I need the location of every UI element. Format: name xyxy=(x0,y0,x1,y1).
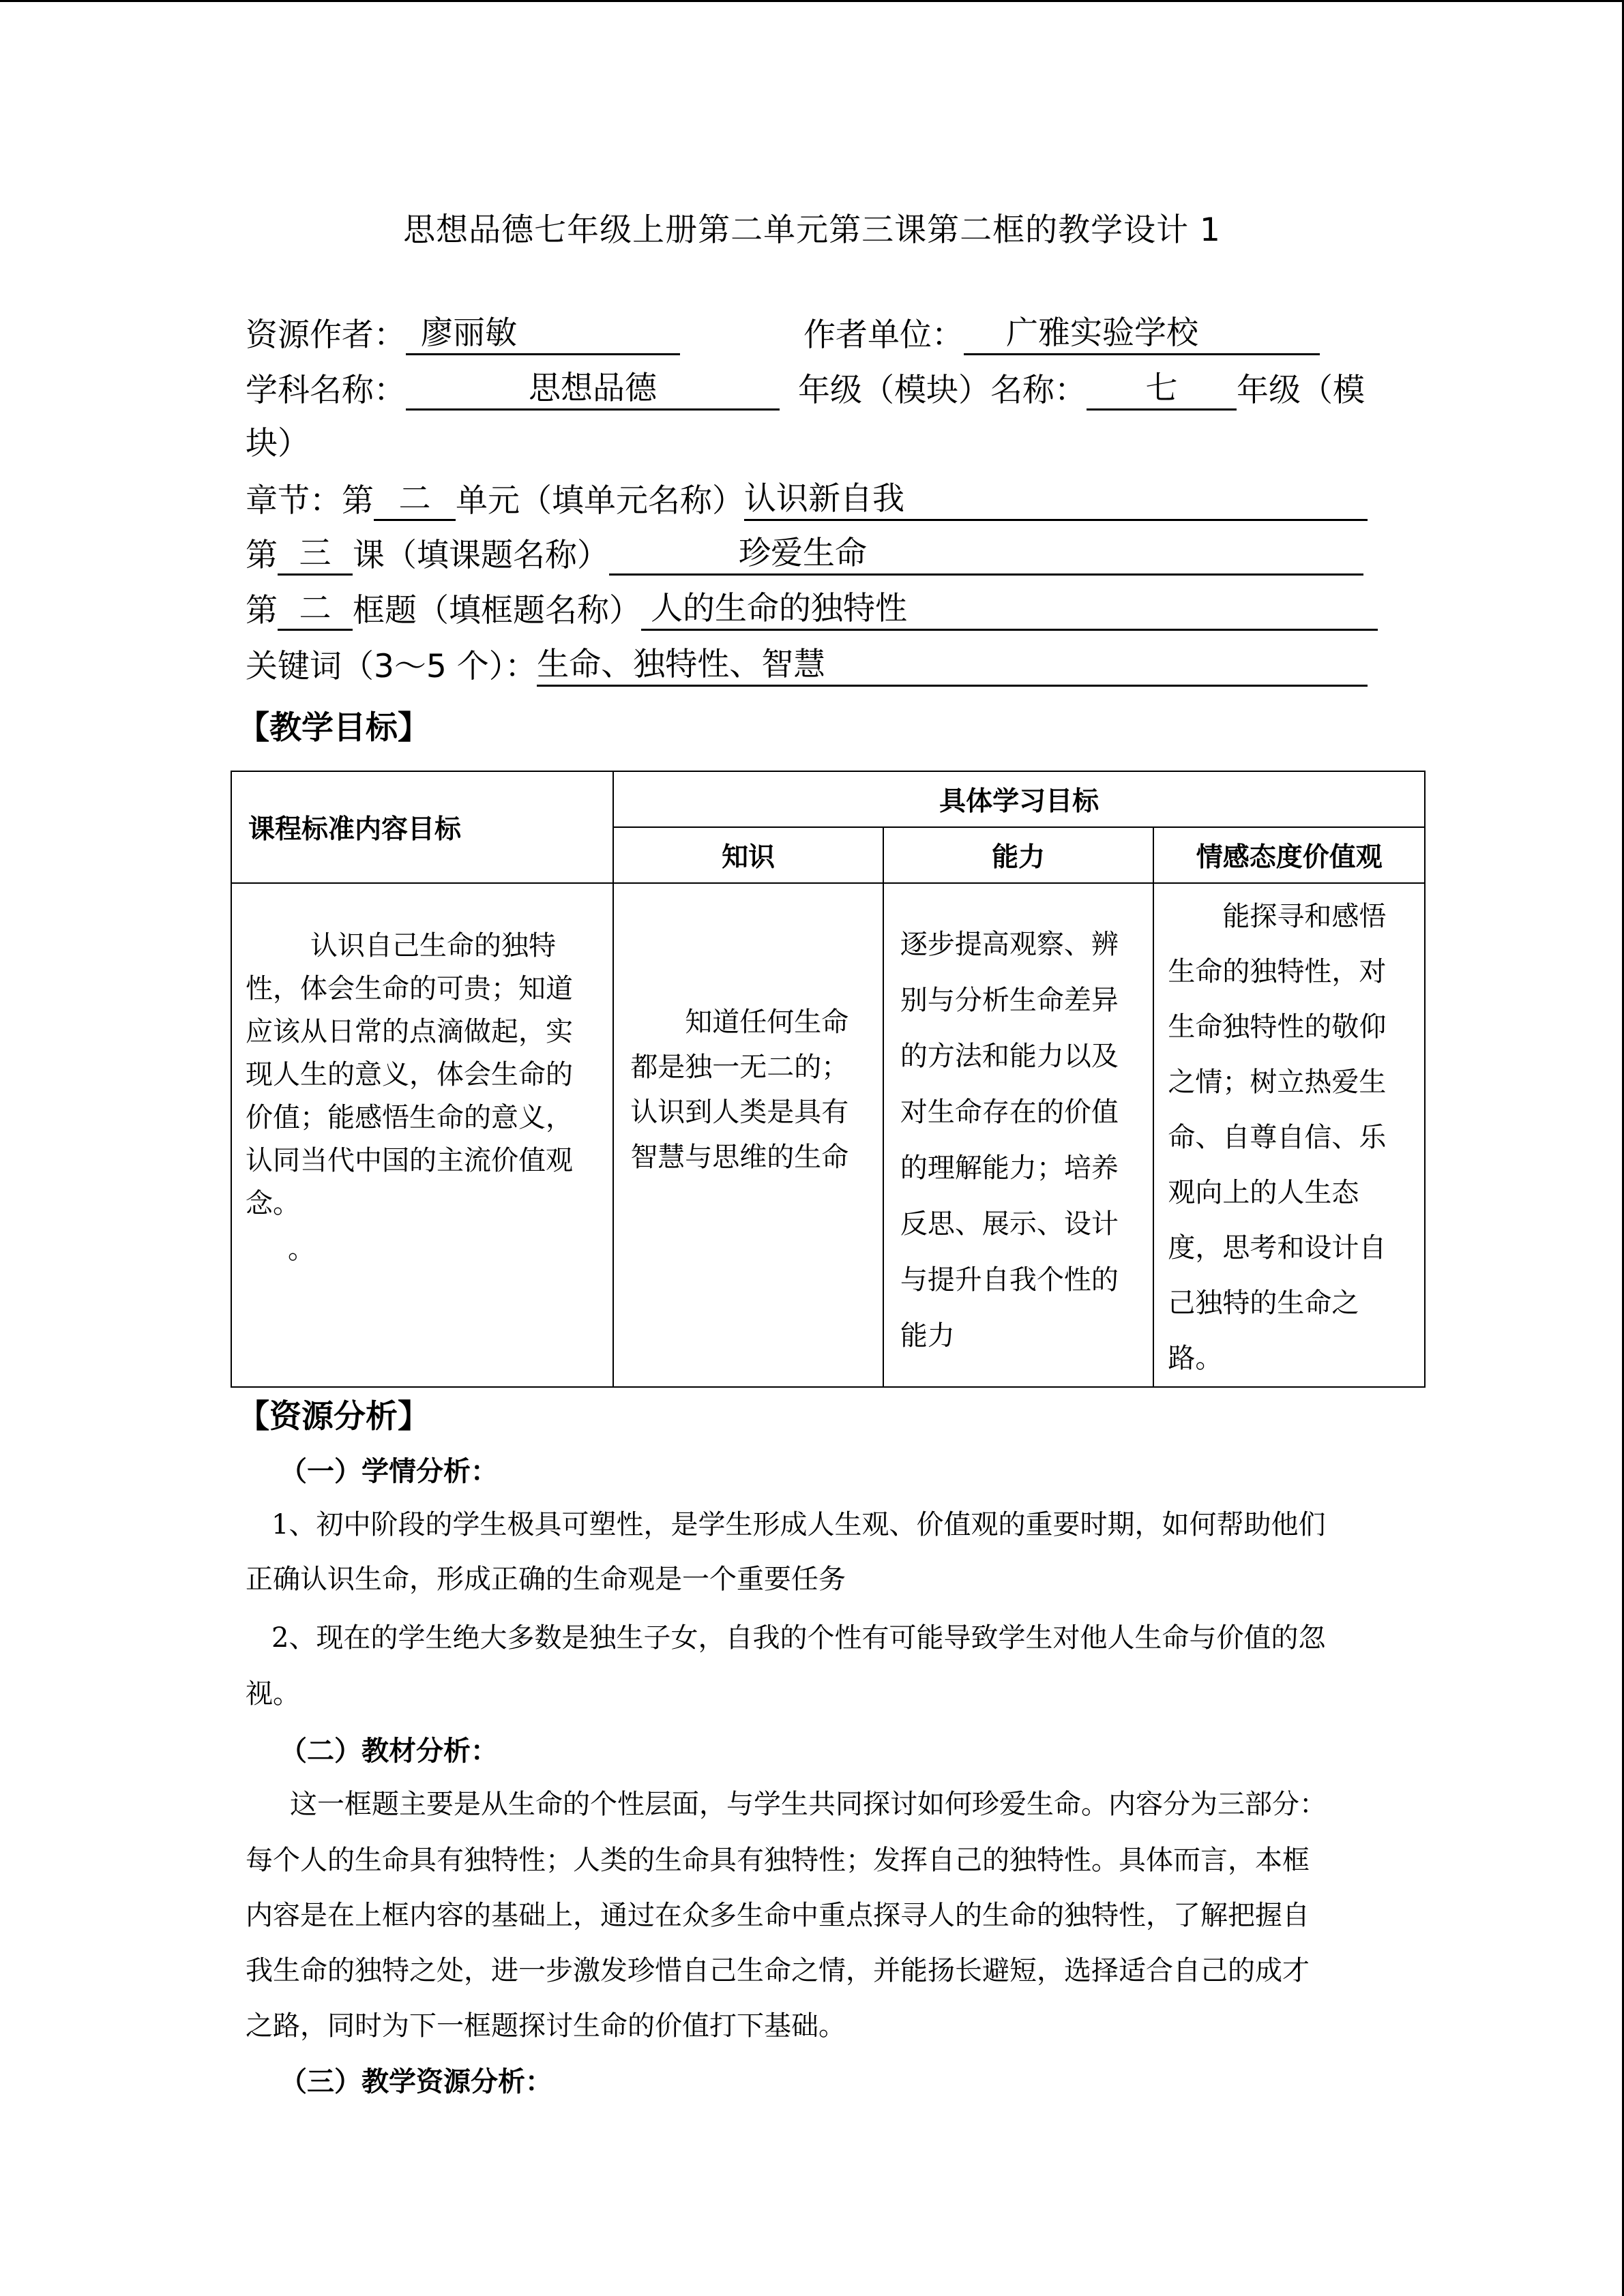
standard-line: 认同当代中国的主流价值观 xyxy=(246,1145,573,1176)
knowledge-line: 认识到人类是具有 xyxy=(630,1097,849,1128)
col-standard-header: 课程标准内容目标 xyxy=(231,771,613,883)
chapter-name: 认识新自我 xyxy=(744,481,1368,521)
standard-line: 应该从日常的点滴做起，实 xyxy=(246,1016,573,1047)
standard-line: 性，体会生命的可贵；知道 xyxy=(246,973,573,1004)
ability-line: 能力 xyxy=(900,1320,955,1352)
author-line xyxy=(246,315,680,356)
subject-label: 学科名称： xyxy=(246,372,406,409)
ability-line: 别与分析生命差异 xyxy=(900,985,1119,1016)
author-label: 资源作者： xyxy=(246,316,406,354)
emotion-line: 度，思考和设计自 xyxy=(1168,1232,1387,1264)
lesson-name-wrap xyxy=(609,535,1363,576)
col-specific-header: 具体学习目标 xyxy=(613,771,1425,827)
ability-line: 逐步提高观察、辨 xyxy=(900,929,1119,960)
ability-line: 的理解能力；培养 xyxy=(900,1152,1119,1184)
emotion-line: 生命的独特性，对 xyxy=(1168,956,1387,987)
unit-line xyxy=(803,315,1320,356)
textbook-analysis-title: （二）教材分析： xyxy=(280,1735,498,1767)
learner-analysis-line: 2、现在的学生绝大多数是独生子女，自我的个性有可能导致学生对他人生命与价值的忽 xyxy=(271,1622,1326,1654)
chapter-prefix: 章节：第 xyxy=(246,482,374,520)
lesson-name: 珍爱生命 xyxy=(739,535,867,572)
page-border-top xyxy=(0,0,1624,2)
learner-analysis-title: （一）学情分析： xyxy=(280,1456,498,1487)
learner-analysis-line: 正确认识生命，形成正确的生命观是一个重要任务 xyxy=(246,1564,846,1595)
textbook-analysis-line: 我生命的独特之处，进一步激发珍惜自己生命之情，并能扬长避短，选择适合自己的成才 xyxy=(246,1955,1310,1986)
chapter-line xyxy=(246,481,1368,522)
textbook-analysis-line: 每个人的生命具有独特性；人类的生命具有独特性；发挥自己的独特性。具体而言，本框 xyxy=(246,1845,1310,1876)
lesson-number: 三 xyxy=(278,535,353,576)
knowledge-cell xyxy=(613,883,883,1387)
goals-heading: 【教学目标】 xyxy=(237,709,430,747)
standard-line: 价值；能感悟生命的意义， xyxy=(246,1102,573,1133)
grade-label: 年级（模块）名称： xyxy=(798,372,1087,409)
frame-line xyxy=(246,591,1378,631)
unit-value: 广雅实验学校 xyxy=(964,315,1320,355)
frame-number: 二 xyxy=(278,591,353,631)
emotion-line: 命、自尊自信、乐 xyxy=(1168,1122,1387,1153)
chapter-mid: 单元（填单元名称） xyxy=(456,482,744,520)
emotion-cell xyxy=(1153,883,1425,1387)
lesson-line xyxy=(246,535,1363,576)
ability-line: 与提升自我个性的 xyxy=(900,1264,1119,1296)
standard-cell xyxy=(231,883,613,1387)
grade-suffix-line: 块） xyxy=(246,425,310,462)
grade-line xyxy=(798,370,1365,411)
standard-line: 念。 xyxy=(246,1188,300,1219)
lesson-prefix: 第 xyxy=(246,537,278,574)
standard-line: 现人生的意义，体会生命的 xyxy=(246,1059,573,1090)
frame-mid: 框题（填框题名称） xyxy=(353,592,641,629)
emotion-line: 路。 xyxy=(1168,1343,1223,1374)
emotion-line: 生命独特性的敬仰 xyxy=(1168,1011,1387,1043)
unit-label: 作者单位： xyxy=(803,316,964,354)
standard-line: 认识自己生命的独特 xyxy=(310,930,556,961)
knowledge-line: 都是独一无二的； xyxy=(630,1052,849,1083)
keywords-line xyxy=(246,646,1368,687)
resource-analysis-title: （三）教学资源分析： xyxy=(280,2066,552,2098)
frame-prefix: 第 xyxy=(246,592,278,629)
keywords-value: 生命、独特性、智慧 xyxy=(537,646,1368,687)
document-title: 思想品德七年级上册第二单元第三课第二框的教学设计 1 xyxy=(403,211,1221,249)
frame-name-wrap xyxy=(641,591,1378,631)
knowledge-line: 知道任何生命 xyxy=(685,1007,849,1038)
emotion-line: 能探寻和感悟 xyxy=(1222,901,1387,932)
col-emotion-header: 情感态度价值观 xyxy=(1153,827,1425,883)
emotion-line: 己独特的生命之 xyxy=(1168,1287,1359,1319)
standard-line: 。 xyxy=(288,1234,315,1265)
grade-value: 七 xyxy=(1087,370,1237,411)
goals-table xyxy=(231,771,1426,1388)
textbook-analysis-line: 之路，同时为下一框题探讨生命的价值打下基础。 xyxy=(246,2010,846,2042)
subject-line xyxy=(246,370,780,411)
grade-suffix: 年级（模 xyxy=(1237,372,1365,409)
lesson-mid: 课（填课题名称） xyxy=(353,537,609,574)
knowledge-line: 智慧与思维的生命 xyxy=(630,1142,849,1173)
frame-name: 人的生命的独特性 xyxy=(651,590,907,627)
learner-analysis-line: 1、初中阶段的学生极具可塑性，是学生形成人生观、价值观的重要时期，如何帮助他们 xyxy=(271,1509,1326,1540)
emotion-line: 之情；树立热爱生 xyxy=(1168,1067,1387,1098)
textbook-analysis-line: 内容是在上框内容的基础上，通过在众多生命中重点探寻人的生命的独特性，了解把握自 xyxy=(246,1900,1310,1931)
ability-line: 对生命存在的价值 xyxy=(900,1097,1119,1128)
col-ability-header: 能力 xyxy=(883,827,1154,883)
keywords-label: 关键词（3～5 个）： xyxy=(246,648,537,685)
learner-analysis-line: 视。 xyxy=(246,1678,300,1710)
author-value: 廖丽敏 xyxy=(406,315,680,355)
textbook-analysis-line: 这一框题主要是从生命的个性层面，与学生共同探讨如何珍爱生命。内容分为三部分： xyxy=(290,1789,1327,1820)
ability-line: 的方法和能力以及 xyxy=(900,1041,1119,1072)
chapter-number: 二 xyxy=(374,481,456,521)
ability-line: 反思、展示、设计 xyxy=(900,1208,1119,1240)
subject-value: 思想品德 xyxy=(406,370,780,411)
col-knowledge-header: 知识 xyxy=(613,827,883,883)
analysis-heading: 【资源分析】 xyxy=(237,1398,430,1435)
emotion-line: 观向上的人生态 xyxy=(1168,1177,1359,1208)
ability-cell xyxy=(883,883,1154,1387)
